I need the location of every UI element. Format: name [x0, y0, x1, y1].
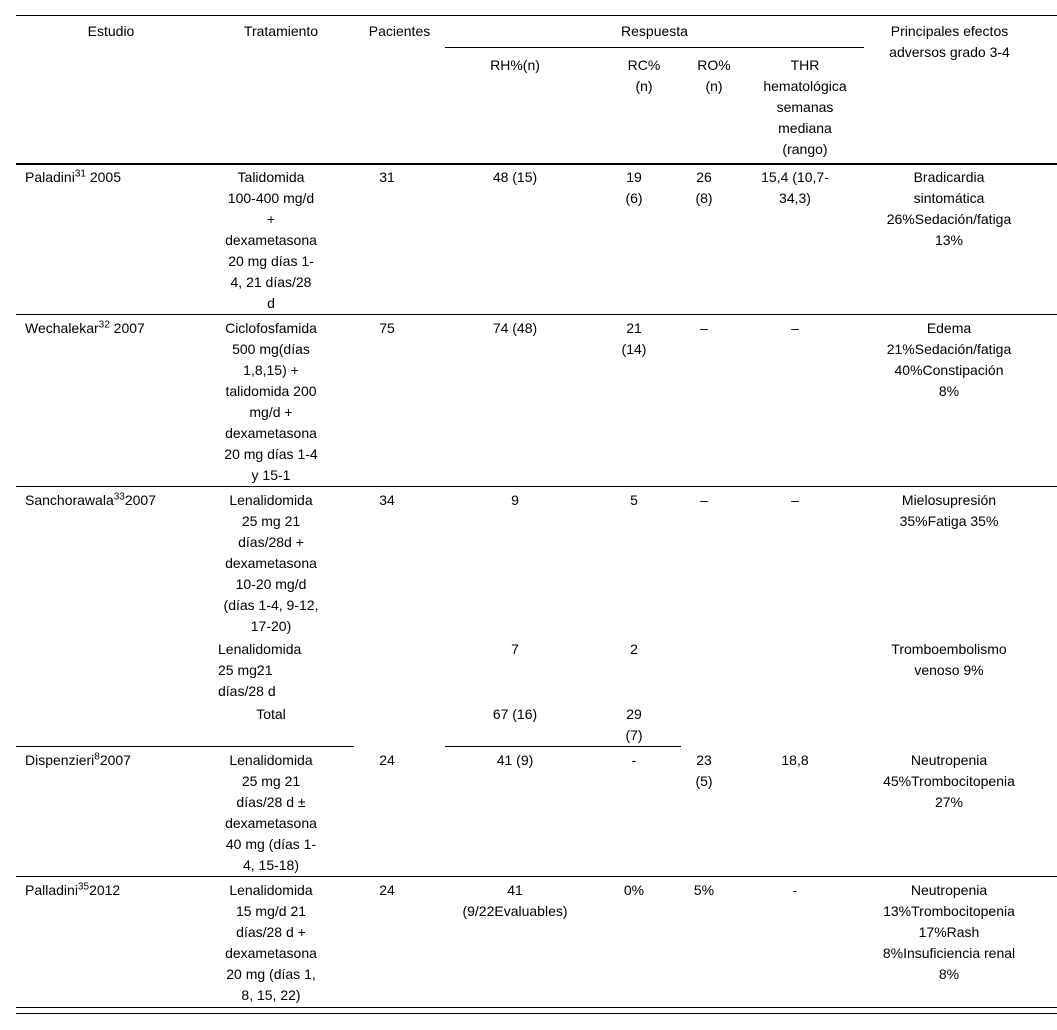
- efectos-cell: Neutropenia 45%Trombocitopenia 27%: [883, 752, 1015, 810]
- pacientes-cell: 75: [379, 320, 395, 336]
- header-rc: RC% (n): [627, 57, 661, 94]
- rc-cell: 5: [630, 492, 638, 508]
- tratamiento-cell: Lenalidomida 25 mg 21 días/28 d ± dexametasona 40 mg (días 1- 4, 15-18): [225, 752, 317, 873]
- thr-cell: 15,4 (10,7- 34,3): [761, 169, 829, 206]
- rh-cell: 74 (48): [492, 320, 538, 336]
- efectos-cell: Bradicardia sintomática 26%Sedación/fatiga 13%: [886, 169, 1012, 248]
- efectos-cell: Edema 21%Sedación/fatiga 40%Constipación 8%: [886, 320, 1012, 399]
- thr-cell: -: [792, 882, 798, 898]
- tratamiento-cell: Ciclofosfamida 500 mg(días 1,8,15) + talidomida 200 mg/d + dexametasona 20 mg días 1-4 y 15-1: [224, 320, 318, 483]
- pacientes-cell: 31: [379, 169, 395, 185]
- efectos-cell: Neutropenia 13%Trombocitopenia 17%Rash 8%Insuficiencia renal 8%: [882, 882, 1016, 982]
- ro-cell: 23 (5): [695, 752, 713, 789]
- rc-cell: 2: [630, 641, 638, 657]
- thr-cell: –: [791, 320, 799, 336]
- estudio-name: Wechalekar: [25, 320, 99, 336]
- estudio-cell: [25, 750, 215, 771]
- estudio-ref: 33: [113, 491, 125, 503]
- partial-rule-left: [16, 746, 354, 747]
- pacientes-cell: 24: [379, 882, 395, 898]
- row-divider: [16, 486, 1057, 487]
- estudio-year: 2007: [109, 320, 145, 336]
- header-ro: RO% (n): [697, 57, 731, 94]
- partial-rule-mid: [445, 746, 681, 747]
- tratamiento-cell: Lenalidomida 15 mg/d 21 días/28 d + dexametasona 20 mg (días 1, 8, 15, 22): [225, 882, 317, 1003]
- ro-cell: 26 (8): [695, 169, 713, 206]
- estudio-cell: [25, 318, 215, 339]
- rc-cell: 21 (14): [621, 320, 647, 357]
- estudio-ref: 35: [77, 881, 90, 893]
- estudio-year: 2007: [124, 492, 157, 508]
- respuesta-rule: [445, 47, 864, 48]
- pacientes-cell: 34: [379, 492, 395, 508]
- tratamiento-cell: Talidomida 100-400 mg/d + dexametasona 20 mg días 1- 4, 21 días/28 d: [225, 169, 317, 311]
- estudio-year: 2012: [89, 882, 121, 898]
- estudio-cell: [25, 880, 215, 901]
- rc-cell: 0%: [623, 882, 645, 898]
- estudio-ref: 8: [94, 751, 100, 763]
- ro-cell: –: [700, 320, 708, 336]
- rh-cell: 67 (16): [492, 706, 538, 722]
- rh-cell: 9: [511, 492, 519, 508]
- estudio-ref: 31: [74, 168, 86, 180]
- header-thr: THR hematológica semanas mediana (rango): [763, 57, 847, 157]
- efectos-cell: Tromboembolismo venoso 9%: [891, 641, 1007, 678]
- header-tratamiento: Tratamiento: [243, 23, 319, 39]
- estudio-name: Paladini: [25, 169, 75, 185]
- rc-cell: 29 (7): [625, 706, 643, 743]
- ro-cell: 5%: [693, 882, 715, 898]
- bottom-rule: [16, 1007, 1057, 1008]
- header-efectos: Principales efectos adversos grado 3-4: [889, 23, 1010, 60]
- row-divider: [16, 314, 1057, 315]
- rc-cell: 19 (6): [625, 169, 643, 206]
- thr-cell: 18,8: [781, 752, 809, 768]
- ro-cell: –: [700, 492, 708, 508]
- rh-cell: 41 (9): [496, 752, 534, 768]
- header-rh: RH%(n): [490, 57, 540, 73]
- efectos-cell: Mielosupresión 35%Fatiga 35%: [899, 492, 999, 529]
- tratamiento-cell: Lenalidomida 25 mg21 días/28 d: [218, 641, 302, 699]
- estudio-year: 2005: [85, 169, 121, 185]
- rh-cell: 41 (9/22Evaluables): [462, 882, 568, 919]
- estudio-name: Sanchorawala: [25, 492, 114, 508]
- header-respuesta: Respuesta: [621, 23, 688, 39]
- estudio-cell: [25, 167, 215, 188]
- tratamiento-cell: Total: [256, 706, 286, 722]
- estudio-name: Dispenzieri: [25, 752, 95, 768]
- header-bottom-rule: [16, 163, 1057, 165]
- tratamiento-cell: Lenalidomida 25 mg 21 días/28d + dexametasona 10-20 mg/d (días 1-4, 9-12, 17-20): [223, 492, 319, 634]
- header-estudio: Estudio: [87, 23, 135, 39]
- rc-cell: -: [631, 752, 637, 768]
- thr-cell: –: [791, 492, 799, 508]
- top-rule: [16, 15, 1057, 16]
- estudio-name: Palladini: [25, 882, 78, 898]
- estudio-year: 2007: [99, 752, 131, 768]
- row-divider: [16, 876, 1057, 877]
- header-pacientes: Pacientes: [368, 23, 431, 39]
- estudio-ref: 32: [98, 319, 110, 331]
- rh-cell: 48 (15): [492, 169, 538, 185]
- estudio-cell: [25, 490, 215, 511]
- pacientes-cell: 24: [379, 752, 395, 768]
- bottom-rule-double: [16, 1013, 1057, 1014]
- rh-cell: 7: [511, 641, 519, 657]
